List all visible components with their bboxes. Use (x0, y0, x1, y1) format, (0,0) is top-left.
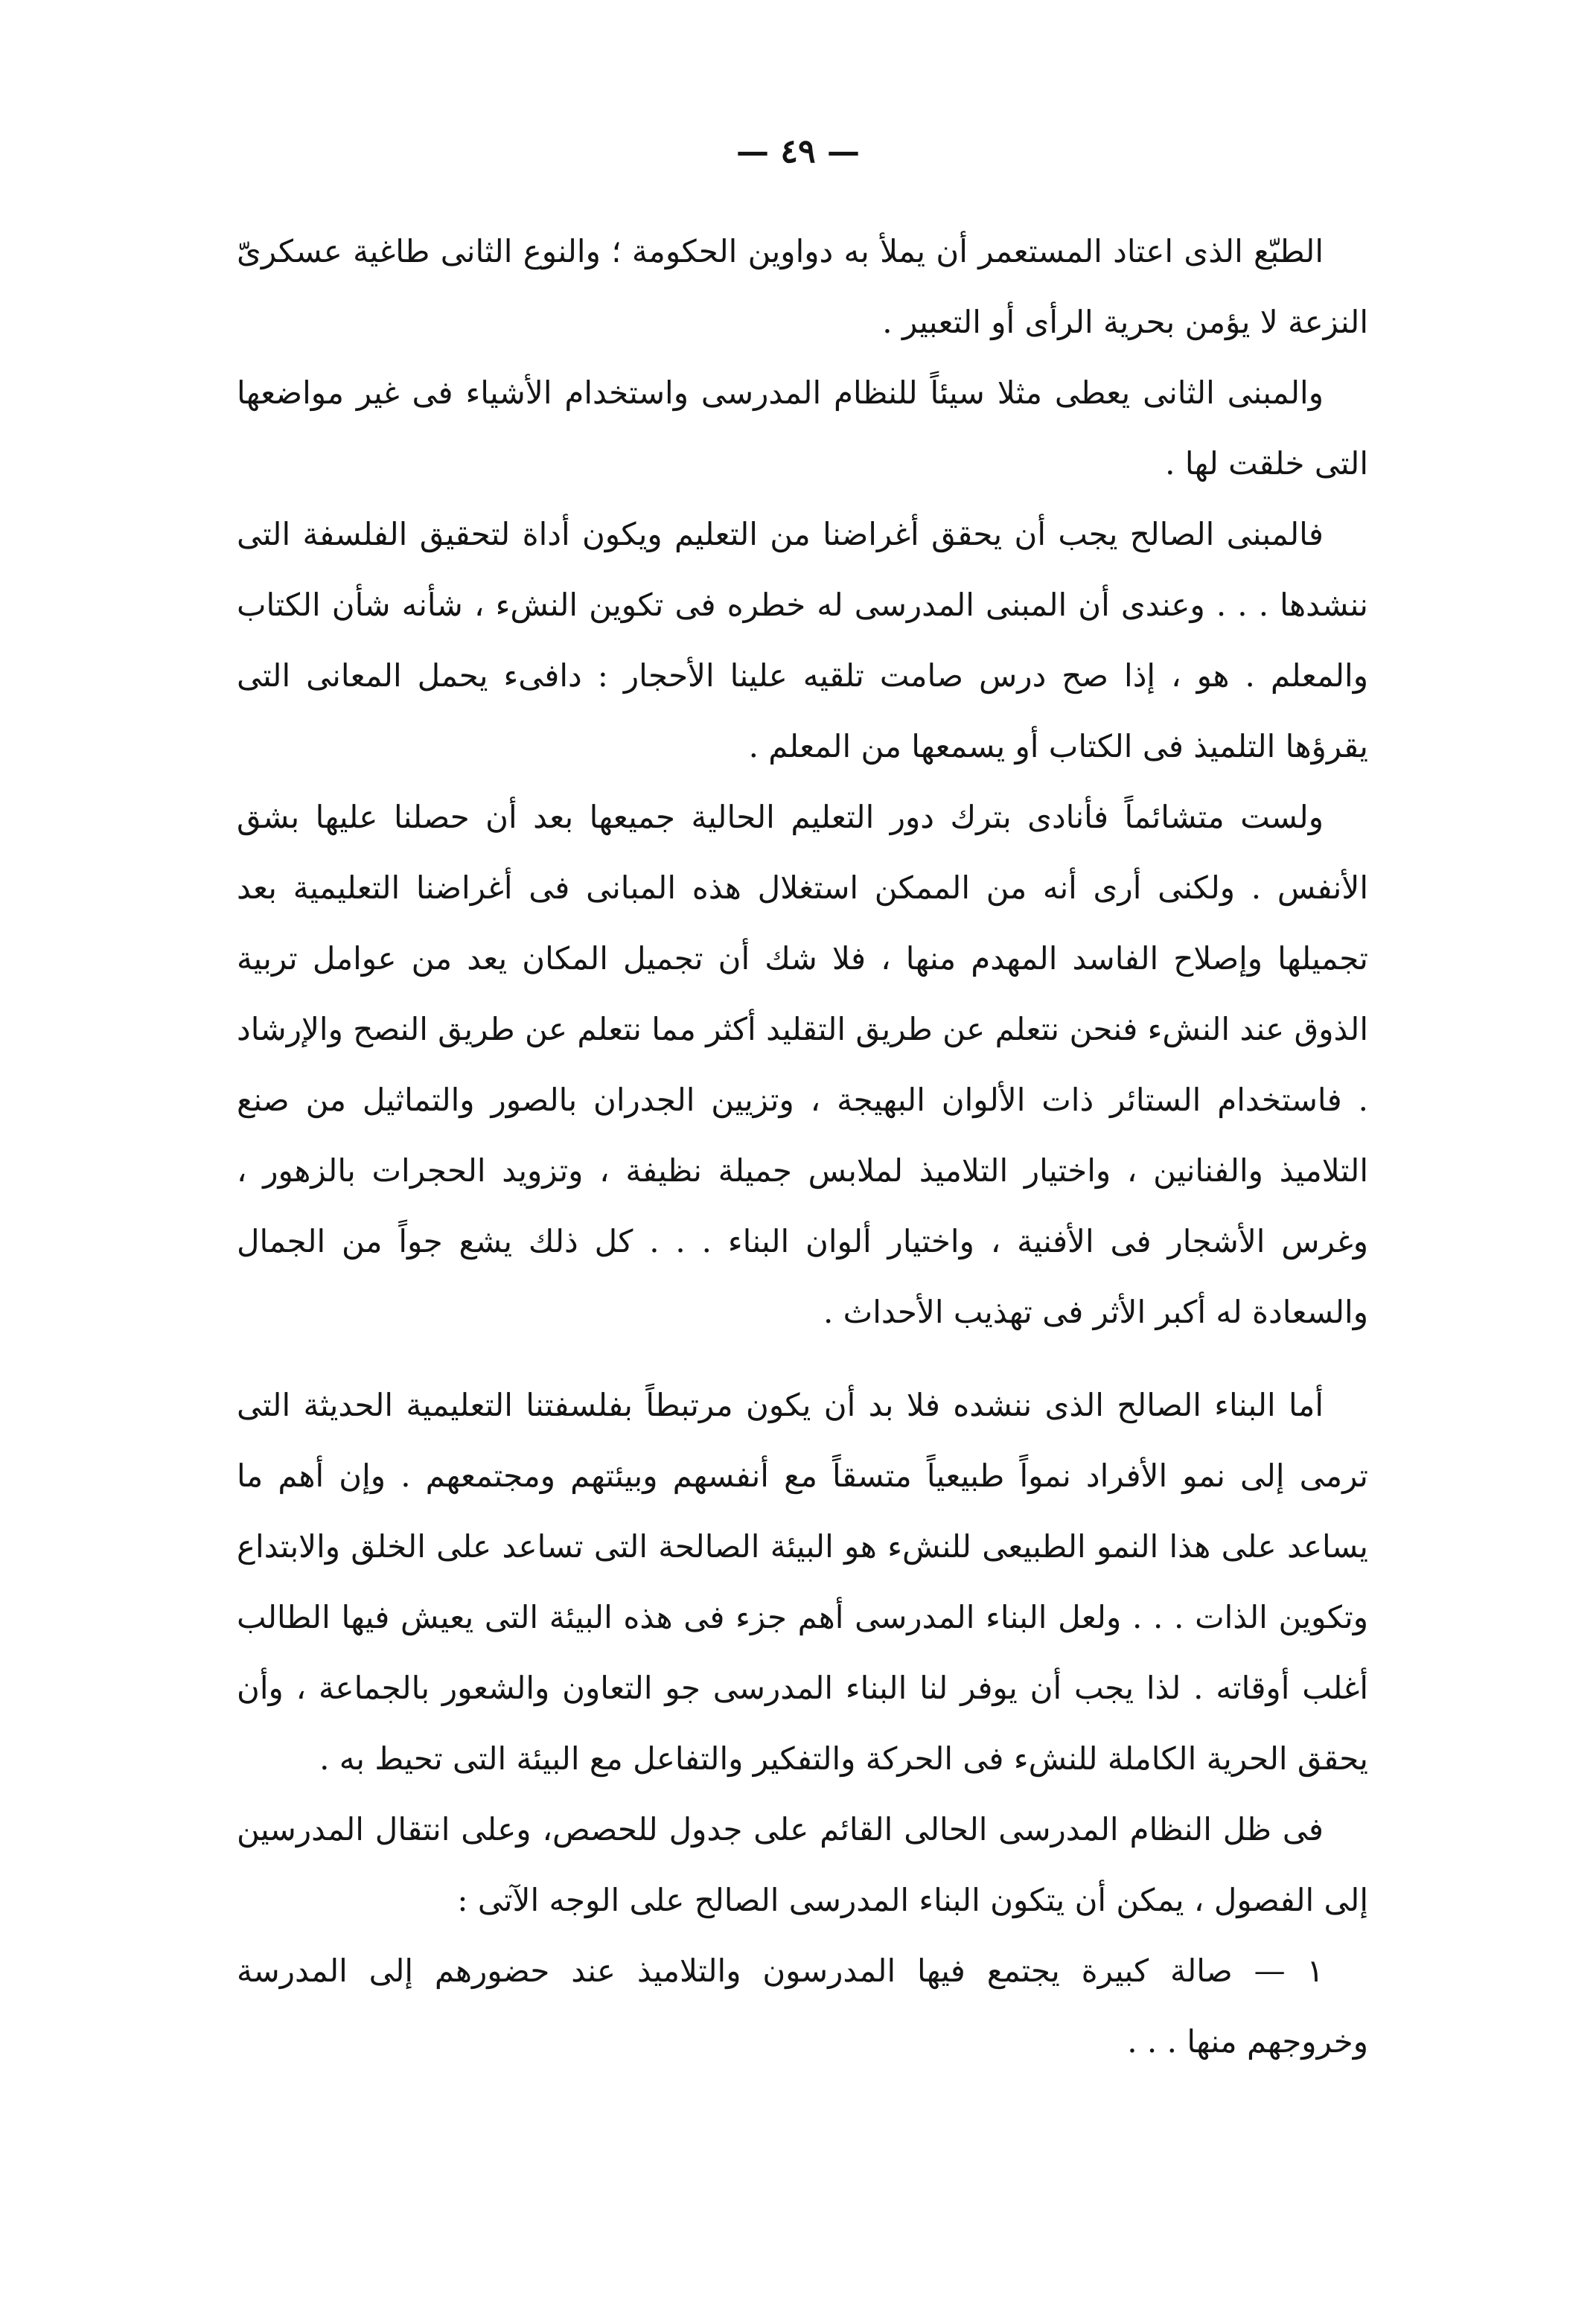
body-text (237, 216, 1368, 2077)
paragraph: فى ظل النظام المدرسى الحالى القائم على جدول للحصص، وعلى انتقال المدرسين إلى الفصول ، يمكن أن يتكون البناء المدرسى الصالح على الوجه الآتى : (237, 1811, 1368, 1918)
paragraph: فالمبنى الصالح يجب أن يحقق أغراضنا من التعليم ويكون أداة لتحقيق الفلسفة التى ننشدها . . . وعندى أن المبنى المدرسى له خطره فى تكوين النشء ، شأنه شأن الكتاب والمعلم . هو ، إذا صح درس صامت تلقيه علينا الأحجار : دافىء يحمل المعانى التى يقرؤها التلميذ فى الكتاب أو يسمعها من المعلم . (237, 516, 1368, 764)
paragraph: الطبّع الذى اعتاد المستعمر أن يملأ به دواوين الحكومة ؛ والنوع الثانى طاغية عسكرىّ النزعة لا يؤمن بحرية الرأى أو التعبير . (237, 233, 1368, 340)
paragraph: ١ — صالة كبيرة يجتمع فيها المدرسون والتلاميذ عند حضورهم إلى المدرسة وخروجهم منها . . . (237, 1952, 1368, 2060)
paragraph: ولست متشائماً فأنادى بترك دور التعليم الحالية جميعها بعد أن حصلنا عليها بشق الأنفس . ولكنى أرى أنه من الممكن استغلال هذه المبانى فى أغراضنا التعليمية بعد تجميلها وإصلاح الفاسد المهدم منها ، فلا شك أن تجميل المكان يعد من عوامل تربية الذوق عند النشء فنحن نتعلم عن طريق التقليد أكثر مما نتعلم عن طريق النصح والإرشاد . فاستخدام الستائر ذات الألوان البهيجة ، وتزيين الجدران بالصور والتماثيل من صنع التلاميذ والفنانين ، واختيار التلاميذ لملابس جميلة نظيفة ، وتزويد الحجرات بالزهور ، وغرس الأشجار فى الأفنية ، واختيار ألوان البناء . . . كل ذلك يشع جواً من الجمال والسعادة له أكبر الأثر فى تهذيب الأحداث . (237, 799, 1368, 1330)
paragraph: أما البناء الصالح الذى ننشده فلا بد أن يكون مرتبطاً بفلسفتنا التعليمية الحديثة التى ترمى إلى نمو الأفراد نمواً طبيعياً متسقاً مع أنفسهم وبيئتهم ومجتمعهم . وإن أهم ما يساعد على هذا النمو الطبيعى للنشء هو البيئة الصالحة التى تساعد على الخلق والابتداع وتكوين الذات . . . ولعل البناء المدرسى أهم جزء فى هذه البيئة التى يعيش فيها الطالب أغلب أوقاته . لذا يجب أن يوفر لنا البناء المدرسى جو التعاون والشعور بالجماعة ، وأن يحقق الحرية الكاملة للنشء فى الحركة والتفكير والتفاعل مع البيئة التى تحيط به . (237, 1387, 1368, 1777)
paragraph: والمبنى الثانى يعطى مثلا سيئاً للنظام المدرسى واستخدام الأشياء فى غير مواضعها التى خلقت لها . (237, 374, 1368, 482)
page-number: — ٤٩ — (736, 132, 860, 170)
